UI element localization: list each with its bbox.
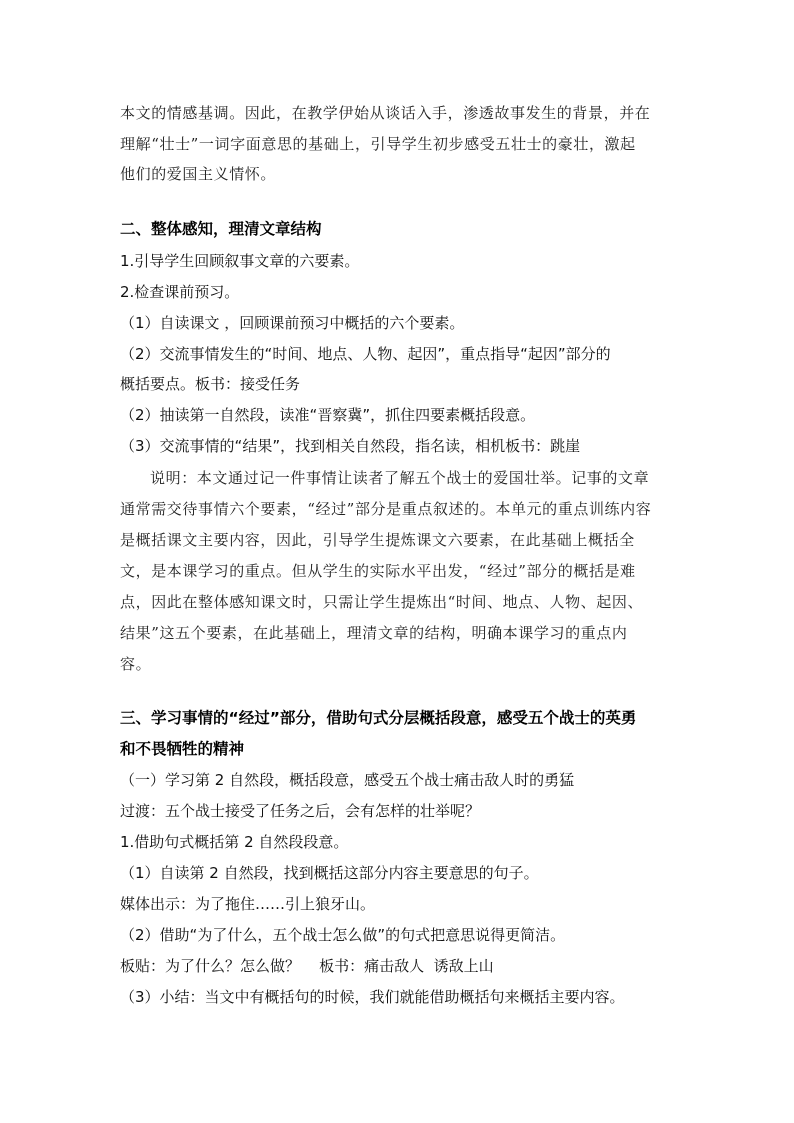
body-line: （2）交流事情发生的“时间、地点、人物、起因”，重点指导“起因”部分的 <box>120 345 611 363</box>
body-line: 1.借助句式概括第 2 自然段段意。 <box>120 833 349 851</box>
body-line: 2.检查课前预习。 <box>120 283 240 301</box>
body-line: 1.引导学生回顾叙事文章的六要素。 <box>120 252 360 270</box>
body-line: （一）学习第 2 自然段，概括段意，感受五个战士痛击敌人时的勇猛 <box>120 771 575 789</box>
explanation-note-line: 结果”这五个要素，在此基础上，理清文章的结构，明确本课学习的重点内 <box>120 624 628 642</box>
body-line: （3）小结：当文中有概括句的时候，我们就能借助概括句来概括主要内容。 <box>120 988 625 1006</box>
explanation-note-line: 容。 <box>120 655 152 673</box>
body-line: （1）自读课文 ，回顾课前预习中概括的六个要素。 <box>120 314 465 332</box>
body-line: 媒体出示：为了拖住……引上狼牙山。 <box>120 895 376 913</box>
section-heading: 二、整体感知，理清文章结构 <box>120 220 322 238</box>
intro-note-line: 他们的爱国主义情怀。 <box>120 165 277 183</box>
explanation-note-line: 文，是本课学习的重点。但从学生的实际水平出发，“经过”部分的概括是难 <box>120 562 636 580</box>
explanation-note-line: 通常需交待事情六个要素，“经过”部分是重点叙述的。本单元的重点训练内容 <box>120 500 652 518</box>
body-line: （3）交流事情的“结果”，找到相关自然段，指名读，相机板书：跳崖 <box>120 437 581 455</box>
body-line: （2）借助“为了什么，五个战士怎么做”的句式把意思说得更简洁。 <box>120 926 566 944</box>
body-line: （1）自读第 2 自然段，找到概括这部分内容主要意思的句子。 <box>120 864 539 882</box>
explanation-note-line: 说明：本文通过记一件事情让读者了解五个战士的爱国壮举。记事的文章 <box>150 469 650 487</box>
body-line: 板贴：为了什么？怎么做？ 板书：痛击敌人 诱敌上山 <box>120 957 494 975</box>
section-heading-cont: 和不畏牺牲的精神 <box>120 740 245 758</box>
section-heading: 三、学习事情的“经过”部分，借助句式分层概括段意，感受五个战士的英勇 <box>120 709 637 727</box>
explanation-note-line: 是概括课文主要内容，因此，引导学生提炼课文六要素，在此基础上概括全 <box>120 531 635 549</box>
body-line: 过渡：五个战士接受了任务之后，会有怎样的壮举呢？ <box>120 802 481 820</box>
body-line: 概括要点。板书：接受任务 <box>120 375 301 393</box>
explanation-note-line: 点，因此在整体感知课文时，只需让学生提炼出“时间、地点、人物、起因、 <box>120 593 644 611</box>
body-line: （2）抽读第一自然段，读准“晋察冀”，抓住四要素概括段意。 <box>120 406 536 424</box>
intro-note-line: 本文的情感基调。因此，在教学伊始从谈话入手，渗透故事发生的背景，并在 <box>120 104 651 122</box>
intro-note-line: 理解“壮士”一词字面意思的基础上，引导学生初步感受五壮士的豪壮，激起 <box>120 135 636 153</box>
